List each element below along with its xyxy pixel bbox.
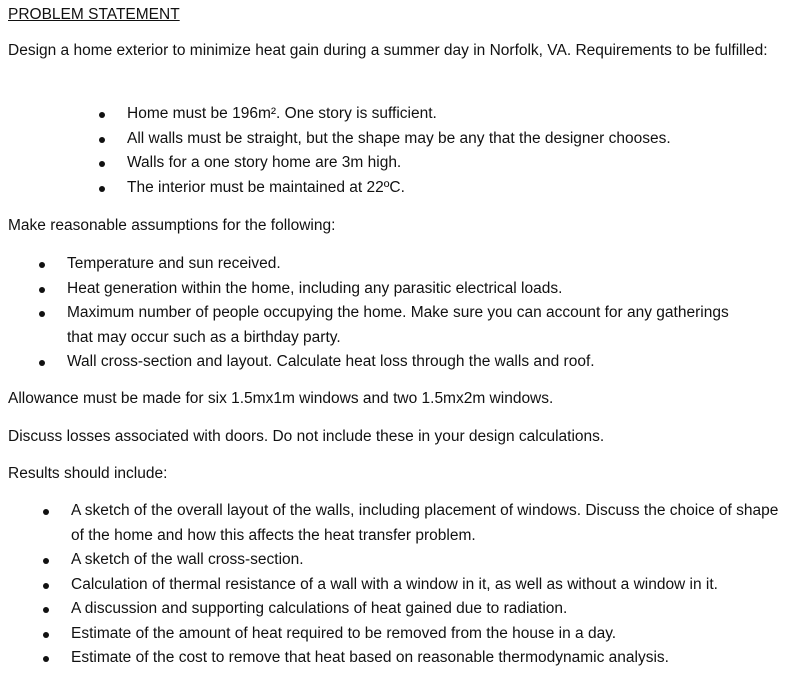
- list-item: Estimate of the amount of heat required to be removed from the house in a day.: [71, 622, 791, 647]
- list-item: The interior must be maintained at 22ºC.: [127, 176, 787, 201]
- list-item: Walls for a one story home are 3m high.: [127, 151, 787, 176]
- intro-paragraph: Design a home exterior to minimize heat gain during a summer day in Norfolk, VA. Requirements to be fulfilled:: [8, 42, 768, 59]
- allowance-paragraph: Allowance must be made for six 1.5mx1m windows and two 1.5mx2m windows.: [8, 390, 554, 407]
- list-item: Estimate of the cost to remove that heat based on reasonable thermodynamic analysis.: [71, 646, 791, 671]
- list-item: Maximum number of people occupying the home. Make sure you can account for any gatherings that may occur such as a birthday party.: [67, 301, 737, 350]
- list-item: Temperature and sun received.: [67, 252, 737, 277]
- assumptions-list: [67, 252, 737, 375]
- requirements-list: [127, 102, 787, 200]
- list-item: A discussion and supporting calculations of heat gained due to radiation.: [71, 597, 791, 622]
- list-item: A sketch of the wall cross-section.: [71, 548, 791, 573]
- list-item: A sketch of the overall layout of the walls, including placement of windows. Discuss the choice of shape of the home and how this affects the heat transfer problem.: [71, 499, 791, 548]
- list-item: Wall cross-section and layout. Calculate heat loss through the walls and roof.: [67, 350, 737, 375]
- list-item: Home must be 196m². One story is sufficient.: [127, 102, 787, 127]
- results-intro: Results should include:: [8, 465, 168, 482]
- list-item: Heat generation within the home, including any parasitic electrical loads.: [67, 277, 737, 302]
- results-list: [71, 499, 791, 671]
- list-item: Calculation of thermal resistance of a wall with a window in it, as well as without a window in it.: [71, 573, 791, 598]
- list-item: All walls must be straight, but the shape may be any that the designer chooses.: [127, 127, 787, 152]
- heading: PROBLEM STATEMENT: [8, 6, 180, 23]
- doors-paragraph: Discuss losses associated with doors. Do not include these in your design calculations.: [8, 428, 605, 445]
- assumptions-intro: Make reasonable assumptions for the following:: [8, 217, 336, 234]
